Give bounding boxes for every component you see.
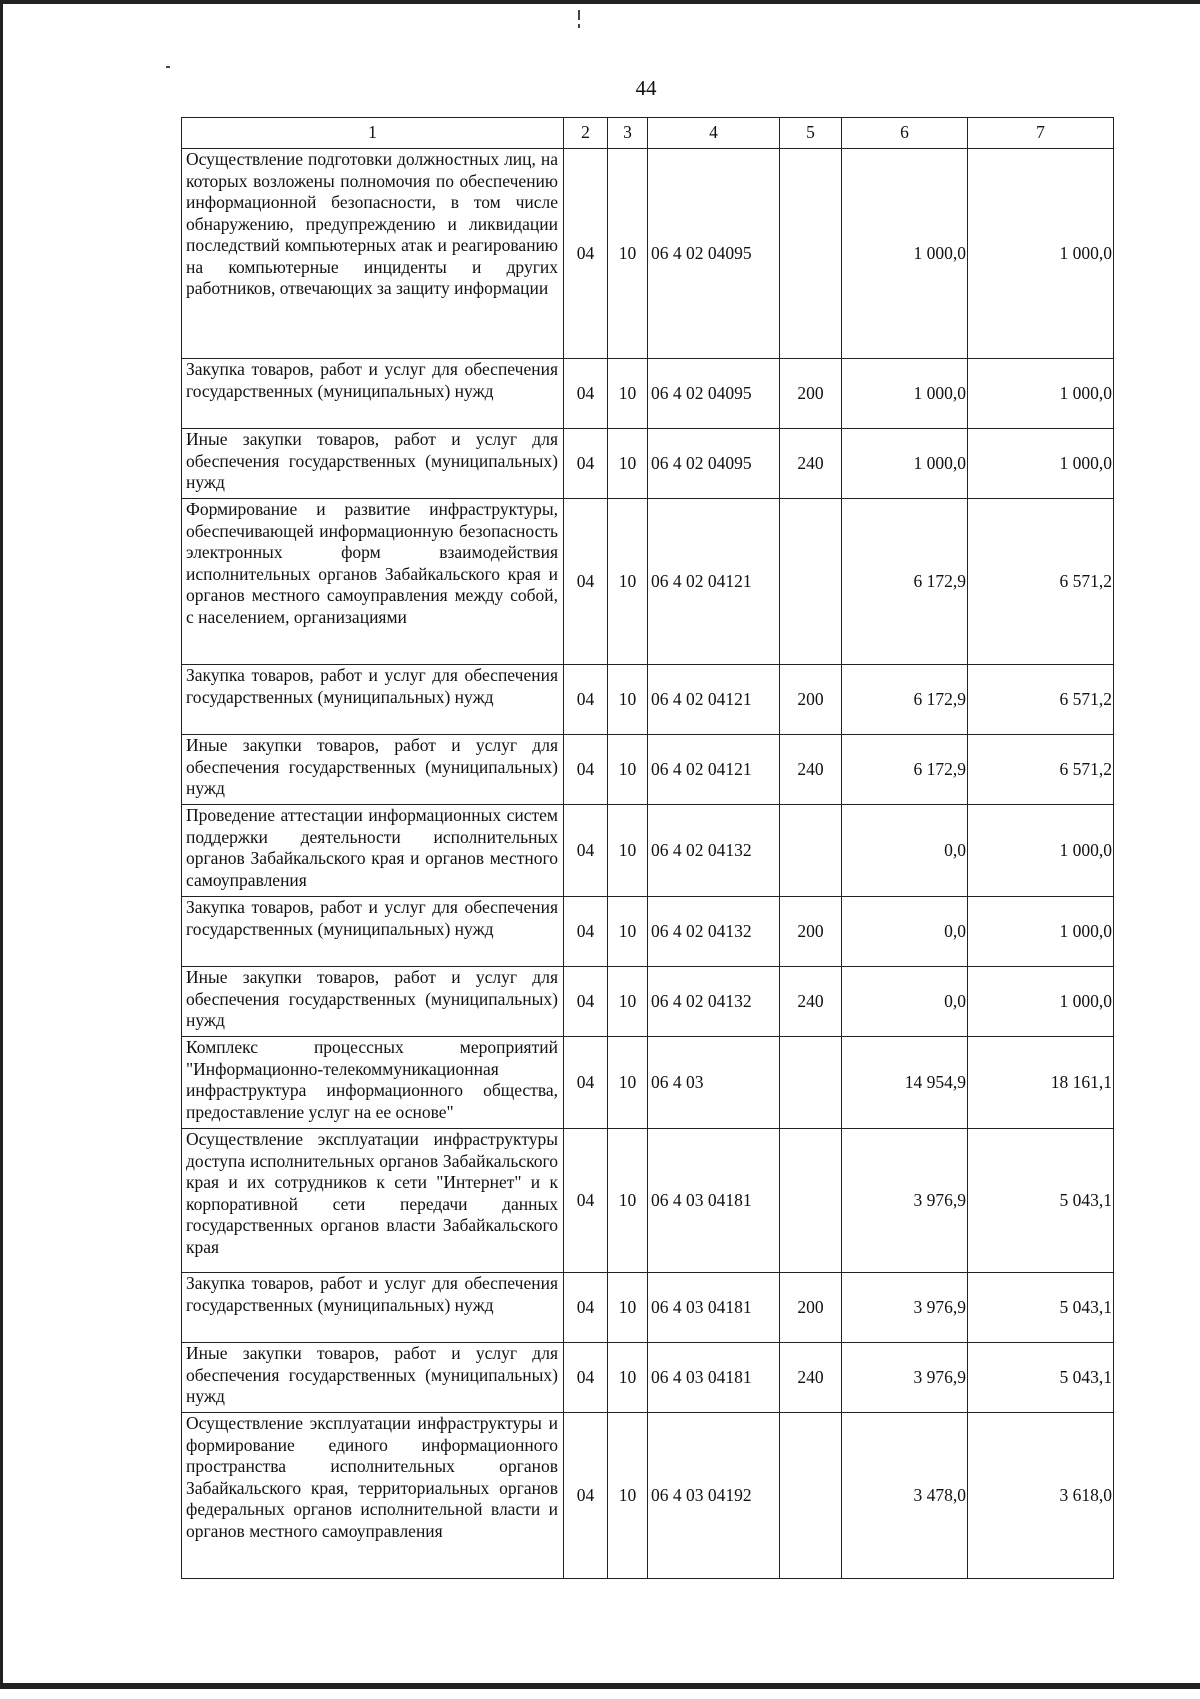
table-row bbox=[182, 1273, 1114, 1343]
row-target-code: 06 4 02 04132 bbox=[648, 805, 780, 897]
budget-table bbox=[181, 117, 1114, 1579]
row-expense-type: 200 bbox=[780, 359, 842, 429]
row-section: 04 bbox=[564, 1273, 608, 1343]
row-amount-year2: 6 571,2 bbox=[968, 499, 1114, 665]
row-target-code: 06 4 03 04181 bbox=[648, 1343, 780, 1413]
row-amount-year1: 3 478,0 bbox=[842, 1413, 968, 1579]
column-header: 5 bbox=[780, 118, 842, 149]
table-row bbox=[182, 499, 1114, 665]
row-name: Осуществление эксплуатации инфраструктуры и формирование единого информационного пространства исполнительных органов Забайкальского края, территориальных органов федеральных органов исполнительной власти и органов местного самоуправления bbox=[182, 1413, 564, 1579]
row-amount-year2: 1 000,0 bbox=[968, 967, 1114, 1037]
row-section: 04 bbox=[564, 897, 608, 967]
table-row bbox=[182, 359, 1114, 429]
row-expense-type bbox=[780, 149, 842, 359]
row-amount-year2: 5 043,1 bbox=[968, 1273, 1114, 1343]
row-amount-year2: 1 000,0 bbox=[968, 429, 1114, 499]
row-subsection: 10 bbox=[608, 149, 648, 359]
row-expense-type: 200 bbox=[780, 665, 842, 735]
row-subsection: 10 bbox=[608, 1129, 648, 1273]
row-target-code: 06 4 03 04181 bbox=[648, 1273, 780, 1343]
row-expense-type: 240 bbox=[780, 1343, 842, 1413]
table-row bbox=[182, 967, 1114, 1037]
row-name: Иные закупки товаров, работ и услуг для обеспечения государственных (муниципальных) нужд bbox=[182, 429, 564, 499]
row-amount-year1: 6 172,9 bbox=[842, 735, 968, 805]
row-target-code: 06 4 03 bbox=[648, 1037, 780, 1129]
row-name: Осуществление эксплуатации инфраструктуры доступа исполнительных органов Забайкальского края и их сотрудников к сети "Интернет" и к корпоративной сети передачи данных государственных органов власти Забайкальского края bbox=[182, 1129, 564, 1273]
row-name: Проведение аттестации информационных систем поддержки деятельности исполнительных органов Забайкальского края и органов местного самоуправления bbox=[182, 805, 564, 897]
table-row bbox=[182, 1129, 1114, 1273]
row-subsection: 10 bbox=[608, 359, 648, 429]
row-name: Закупка товаров, работ и услуг для обеспечения государственных (муниципальных) нужд bbox=[182, 1273, 564, 1343]
row-section: 04 bbox=[564, 429, 608, 499]
row-amount-year2: 5 043,1 bbox=[968, 1343, 1114, 1413]
column-header: 3 bbox=[608, 118, 648, 149]
row-amount-year1: 1 000,0 bbox=[842, 359, 968, 429]
row-subsection: 10 bbox=[608, 967, 648, 1037]
row-amount-year1: 0,0 bbox=[842, 805, 968, 897]
row-amount-year1: 3 976,9 bbox=[842, 1129, 968, 1273]
row-expense-type bbox=[780, 1129, 842, 1273]
row-expense-type bbox=[780, 499, 842, 665]
table-row bbox=[182, 897, 1114, 967]
row-amount-year2: 6 571,2 bbox=[968, 665, 1114, 735]
row-section: 04 bbox=[564, 735, 608, 805]
row-expense-type bbox=[780, 1037, 842, 1129]
row-section: 04 bbox=[564, 1129, 608, 1273]
row-amount-year1: 3 976,9 bbox=[842, 1343, 968, 1413]
row-name: Закупка товаров, работ и услуг для обеспечения государственных (муниципальных) нужд bbox=[182, 359, 564, 429]
table-row bbox=[182, 149, 1114, 359]
row-expense-type bbox=[780, 1413, 842, 1579]
column-header: 6 bbox=[842, 118, 968, 149]
row-expense-type: 240 bbox=[780, 735, 842, 805]
row-amount-year2: 1 000,0 bbox=[968, 149, 1114, 359]
row-name: Комплекс процессных мероприятий "Информационно-телекоммуникационная инфраструктура информационного общества, предоставление услуг на ее основе" bbox=[182, 1037, 564, 1129]
table-row bbox=[182, 1413, 1114, 1579]
row-name: Иные закупки товаров, работ и услуг для обеспечения государственных (муниципальных) нужд bbox=[182, 1343, 564, 1413]
scan-border-bottom bbox=[0, 1683, 1200, 1689]
row-name: Закупка товаров, работ и услуг для обеспечения государственных (муниципальных) нужд bbox=[182, 665, 564, 735]
row-subsection: 10 bbox=[608, 665, 648, 735]
table-row bbox=[182, 805, 1114, 897]
row-section: 04 bbox=[564, 149, 608, 359]
row-name: Осуществление подготовки должностных лиц, на которых возложены полномочия по обеспечению информационной безопасности, в том числе обнаружению, предупреждению и ликвидации последствий компьютерных атак и реагированию на компьютерные инциденты и других работников, отвечающих за защиту информации bbox=[182, 149, 564, 359]
row-subsection: 10 bbox=[608, 1037, 648, 1129]
row-section: 04 bbox=[564, 967, 608, 1037]
row-target-code: 06 4 02 04095 bbox=[648, 149, 780, 359]
row-subsection: 10 bbox=[608, 805, 648, 897]
scan-speck bbox=[166, 66, 170, 68]
column-header: 1 bbox=[182, 118, 564, 149]
row-section: 04 bbox=[564, 805, 608, 897]
row-section: 04 bbox=[564, 499, 608, 665]
row-amount-year1: 6 172,9 bbox=[842, 665, 968, 735]
table-row bbox=[182, 1037, 1114, 1129]
row-amount-year2: 18 161,1 bbox=[968, 1037, 1114, 1129]
row-expense-type bbox=[780, 805, 842, 897]
row-expense-type: 200 bbox=[780, 897, 842, 967]
row-amount-year2: 5 043,1 bbox=[968, 1129, 1114, 1273]
page-number: 44 bbox=[635, 76, 657, 100]
table-row bbox=[182, 735, 1114, 805]
row-target-code: 06 4 02 04121 bbox=[648, 735, 780, 805]
row-subsection: 10 bbox=[608, 735, 648, 805]
scan-speck bbox=[578, 24, 580, 28]
row-expense-type: 240 bbox=[780, 967, 842, 1037]
row-section: 04 bbox=[564, 1037, 608, 1129]
scan-border-top bbox=[0, 0, 1200, 4]
row-section: 04 bbox=[564, 1413, 608, 1579]
row-amount-year1: 14 954,9 bbox=[842, 1037, 968, 1129]
row-subsection: 10 bbox=[608, 429, 648, 499]
row-target-code: 06 4 02 04132 bbox=[648, 967, 780, 1037]
row-amount-year2: 1 000,0 bbox=[968, 805, 1114, 897]
scan-speck bbox=[578, 10, 580, 20]
row-expense-type: 240 bbox=[780, 429, 842, 499]
row-name: Иные закупки товаров, работ и услуг для обеспечения государственных (муниципальных) нужд bbox=[182, 967, 564, 1037]
scan-border-left bbox=[0, 0, 3, 1689]
row-target-code: 06 4 03 04192 bbox=[648, 1413, 780, 1579]
column-header: 7 bbox=[968, 118, 1114, 149]
row-name: Иные закупки товаров, работ и услуг для обеспечения государственных (муниципальных) нужд bbox=[182, 735, 564, 805]
table-row bbox=[182, 429, 1114, 499]
row-target-code: 06 4 02 04095 bbox=[648, 429, 780, 499]
row-amount-year1: 1 000,0 bbox=[842, 429, 968, 499]
row-subsection: 10 bbox=[608, 1413, 648, 1579]
row-subsection: 10 bbox=[608, 1273, 648, 1343]
column-header: 2 bbox=[564, 118, 608, 149]
row-target-code: 06 4 02 04132 bbox=[648, 897, 780, 967]
row-target-code: 06 4 02 04095 bbox=[648, 359, 780, 429]
row-name: Формирование и развитие инфраструктуры, обеспечивающей информационную безопасность электронных форм взаимодействия исполнительных органов Забайкальского края и органов местного самоуправления между собой, с населением, организациями bbox=[182, 499, 564, 665]
column-number-row bbox=[182, 118, 1114, 149]
row-expense-type: 200 bbox=[780, 1273, 842, 1343]
row-target-code: 06 4 02 04121 bbox=[648, 665, 780, 735]
table-row bbox=[182, 1343, 1114, 1413]
column-header: 4 bbox=[648, 118, 780, 149]
row-amount-year1: 6 172,9 bbox=[842, 499, 968, 665]
row-amount-year2: 1 000,0 bbox=[968, 359, 1114, 429]
row-target-code: 06 4 03 04181 bbox=[648, 1129, 780, 1273]
row-amount-year2: 3 618,0 bbox=[968, 1413, 1114, 1579]
row-amount-year1: 3 976,9 bbox=[842, 1273, 968, 1343]
row-section: 04 bbox=[564, 665, 608, 735]
row-amount-year1: 0,0 bbox=[842, 897, 968, 967]
row-target-code: 06 4 02 04121 bbox=[648, 499, 780, 665]
row-subsection: 10 bbox=[608, 499, 648, 665]
row-amount-year2: 1 000,0 bbox=[968, 897, 1114, 967]
row-amount-year2: 6 571,2 bbox=[968, 735, 1114, 805]
row-subsection: 10 bbox=[608, 897, 648, 967]
row-subsection: 10 bbox=[608, 1343, 648, 1413]
row-amount-year1: 0,0 bbox=[842, 967, 968, 1037]
row-name: Закупка товаров, работ и услуг для обеспечения государственных (муниципальных) нужд bbox=[182, 897, 564, 967]
row-section: 04 bbox=[564, 1343, 608, 1413]
row-amount-year1: 1 000,0 bbox=[842, 149, 968, 359]
table-row bbox=[182, 665, 1114, 735]
row-section: 04 bbox=[564, 359, 608, 429]
